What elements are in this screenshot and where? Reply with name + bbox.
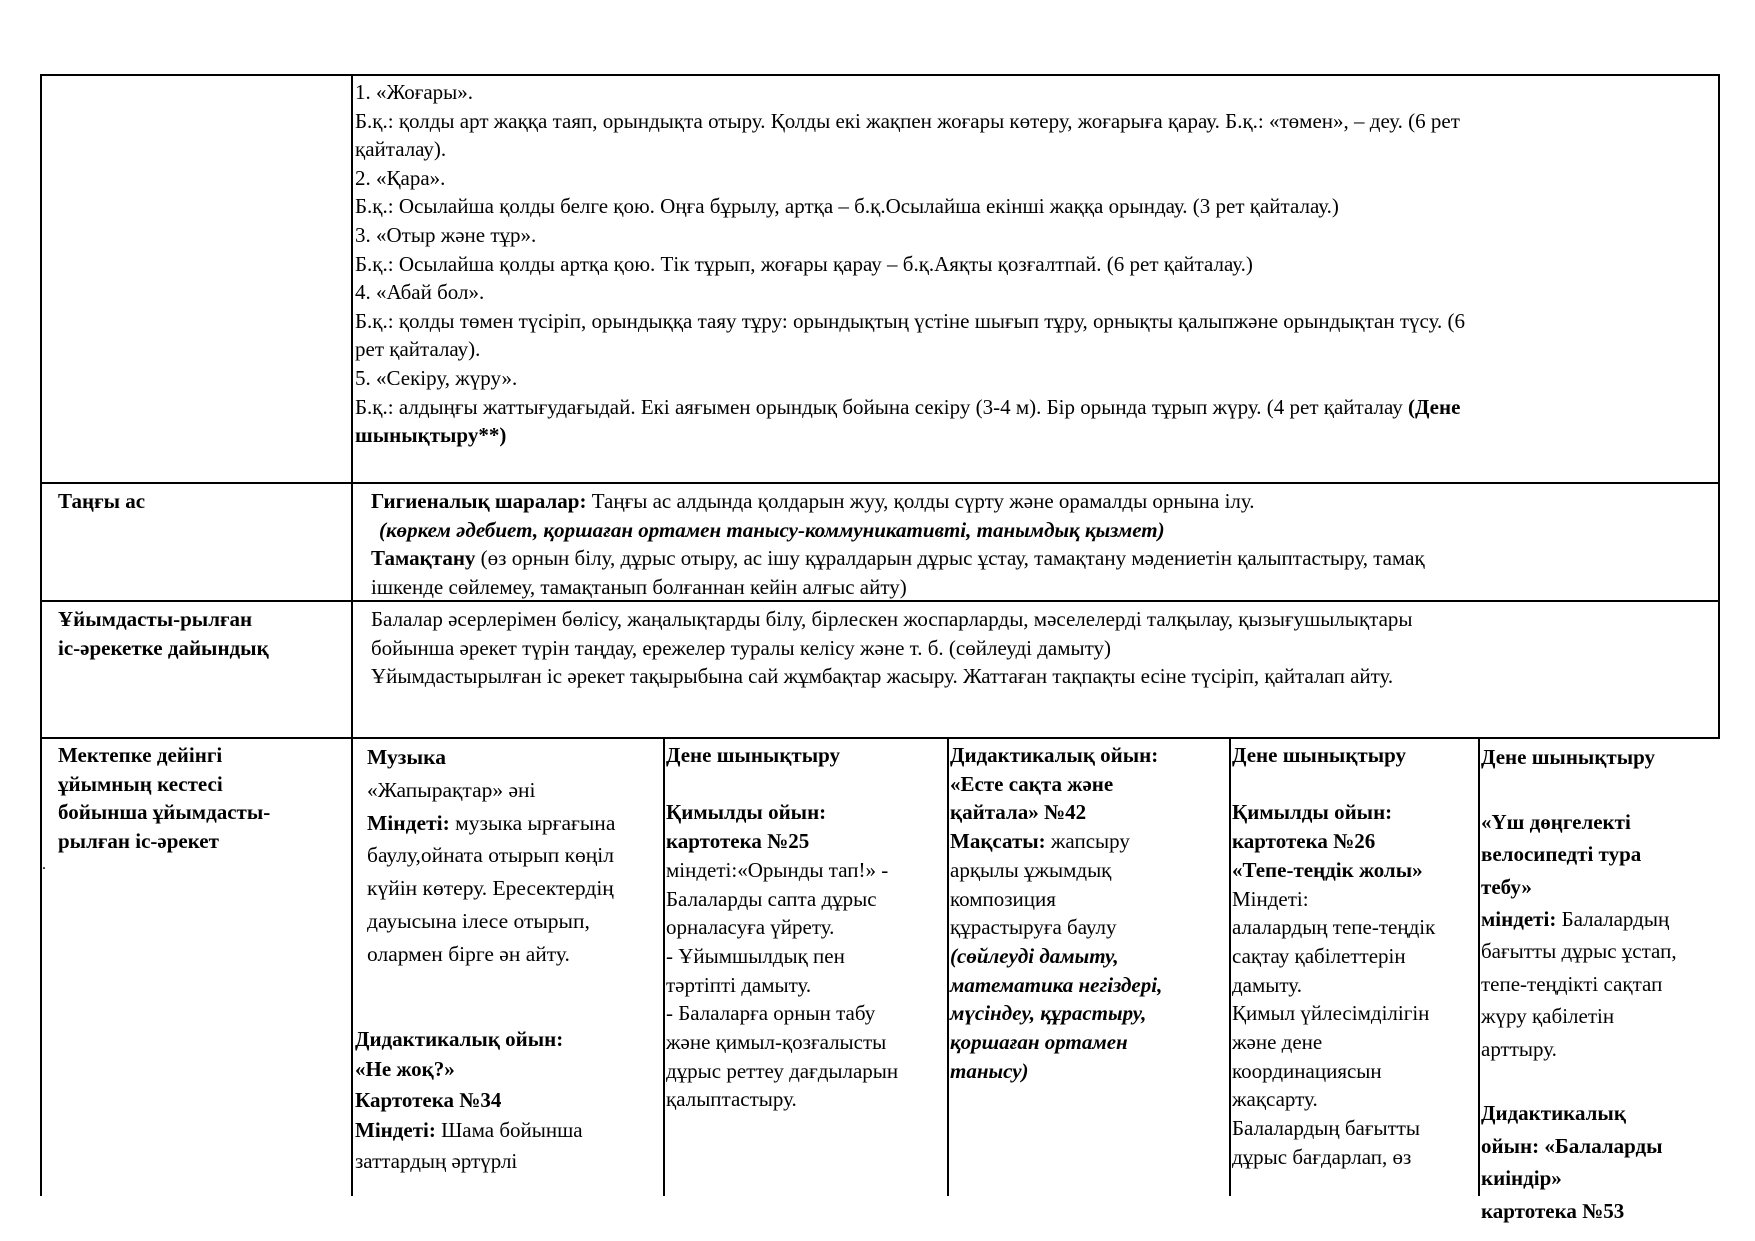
activity-line: арқылы ұжымдық bbox=[950, 857, 1112, 882]
activity-line: Балаларды сапта дұрыс bbox=[666, 886, 877, 911]
card-number: картотека №26 bbox=[1232, 829, 1376, 854]
activity-line: құрастыруға баулу bbox=[950, 915, 1117, 940]
card-number: Картотека №34 bbox=[355, 1087, 502, 1112]
column-divider-5 bbox=[1478, 737, 1480, 1196]
row-divider-1 bbox=[40, 482, 1720, 484]
exercise-line: Б.қ.: Осылайша қолды белге қою. Оңға бұрылу, артқа – б.қ.Осылайша екінші жаққа орындау. (3 рет қайталау.) bbox=[355, 194, 1339, 219]
integration-note: математика негіздері, bbox=[950, 972, 1163, 997]
column-divider-3 bbox=[947, 737, 949, 1196]
game-name: «Үш дөңгелекті bbox=[1481, 809, 1631, 834]
activity-line bbox=[355, 1115, 659, 1145]
game-label: Дидактикалық ойын: bbox=[355, 1027, 564, 1051]
exercise-line: Б.қ.: Осылайша қолды артқа қою. Тік тұрып, жоғары қарау – б.қ.Аяқты қозғалтпай. (6 рет қайталау.) bbox=[355, 251, 1253, 276]
activity-line: тепе-теңдікті сақтап bbox=[1481, 971, 1663, 996]
label-line: рылған іс-әрекет bbox=[58, 828, 219, 853]
game-name: велосипедті тура bbox=[1481, 842, 1642, 867]
activity-line: күйін көтеру. Ересектердің bbox=[367, 876, 614, 901]
task-text: Шама бойынша bbox=[435, 1118, 583, 1143]
activity-title: Дидактикалық ойын: bbox=[950, 743, 1159, 767]
game-label: Қимылды ойын: bbox=[1232, 800, 1393, 825]
exercise-line: 1. «Жоғары». bbox=[355, 80, 474, 104]
exercise-line: Б.қ.: қолды төмен түсіріп, орындыққа таяу тұру: орындықтың үстіне шығып тұру, орнықты қалыпжәне орындықтан түсу. (6 bbox=[355, 308, 1465, 333]
game-name: киіндір» bbox=[1481, 1166, 1562, 1191]
exercise-line: рет қайталау). bbox=[355, 337, 481, 362]
activity-line: алалардың тепе-теңдік bbox=[1232, 915, 1436, 940]
activity-line: және қимыл-қозғалысты bbox=[666, 1030, 887, 1055]
game-label: ойын: «Балаларды bbox=[1481, 1133, 1663, 1158]
activity-line: дауысына ілесе отырып, bbox=[367, 908, 590, 933]
row-divider-3 bbox=[40, 737, 1720, 739]
task-label: Міндеті: bbox=[367, 810, 450, 835]
activity-title: Музыка bbox=[367, 745, 446, 769]
activity-line: баулу,ойната отырып көңіл bbox=[367, 843, 615, 868]
task-text: Балалардың bbox=[1556, 907, 1670, 932]
card-number: картотека №53 bbox=[1481, 1198, 1625, 1223]
activity-line: дұрыс бағдарлап, өз bbox=[1232, 1144, 1412, 1169]
goal-label: Мақсаты: bbox=[950, 829, 1046, 854]
preparation-line: Балалар әсерлерімен бөлісу, жаңалықтарды білу, бірлескен жоспарларды, мәселелерді талқылау, қызығушылықтары bbox=[371, 607, 1413, 631]
activity-line bbox=[355, 807, 659, 840]
activity-line: композиция bbox=[950, 886, 1056, 911]
activity-line: «Жапырақтар» әні bbox=[367, 777, 536, 802]
activity-line: Қимыл үйлесімділігін bbox=[1232, 1001, 1430, 1026]
column-divider-2 bbox=[663, 737, 665, 1196]
game-name: қайтала» №42 bbox=[950, 800, 1087, 825]
label-line: Мектепке дейінгі bbox=[58, 743, 223, 767]
label-line: Ұйымдасты-рылған bbox=[58, 607, 253, 631]
table-border-right bbox=[1718, 74, 1720, 738]
exercise-text: Б.қ.: алдыңғы жаттығудағыдай. Екі аяғымен орындық бойына секіру (3-4 м). Бір орында тұрып жүру. (4 рет қайталау bbox=[355, 394, 1408, 419]
integration-note: (көркем әдебиет, қоршаған ортамен танысу-коммуникативті, танымдық қызмет) bbox=[379, 517, 1165, 542]
integration-note: мүсіндеу, құрастыру, bbox=[950, 1001, 1147, 1026]
activity-line bbox=[1481, 903, 1717, 935]
activity-line: дамыту. bbox=[1232, 972, 1302, 997]
game-name: тебу» bbox=[1481, 874, 1532, 899]
activity-line: - Ұйымшылдық пен bbox=[666, 943, 845, 968]
activity-title: Дене шынықтыру bbox=[1481, 745, 1656, 769]
preparation-line: Ұйымдастырылған іс әрекет тақырыбына сай жұмбақтар жасыру. Жаттаған тақпақты есіне түсіріп, қайталап айту. bbox=[371, 664, 1394, 689]
table-border-top bbox=[40, 74, 1720, 76]
activity-line: олармен бірге ән айту. bbox=[367, 941, 570, 966]
activity-title: Дене шынықтыру bbox=[1232, 743, 1407, 767]
integration-note: қоршаған ортамен bbox=[950, 1030, 1128, 1055]
exercise-line: қайталау). bbox=[355, 137, 447, 162]
card-number: картотека №25 bbox=[666, 829, 810, 854]
integration-note: танысу) bbox=[950, 1058, 1029, 1083]
activity-line: сақтау қабілеттерін bbox=[1232, 943, 1406, 968]
game-name: «Не жоқ?» bbox=[355, 1057, 455, 1082]
preparation-content bbox=[371, 605, 1711, 691]
activity-line: дұрыс реттеу дағдыларын bbox=[666, 1058, 899, 1083]
row-label-preparation bbox=[58, 605, 343, 662]
activity-line bbox=[950, 827, 1226, 856]
game-name: «Тепе-теңдік жолы» bbox=[1232, 857, 1423, 882]
activity-column-physical-3 bbox=[1481, 741, 1717, 1227]
hygiene-text: Таңғы ас алдында қолдарын жуу, қолды сүрту және орамалды орнына ілу. bbox=[586, 489, 1255, 513]
integration-note: (сөйлеуді дамыту, bbox=[950, 943, 1119, 968]
task-label: міндеті: bbox=[1481, 907, 1557, 932]
exercise-list bbox=[355, 78, 1710, 450]
goal-text: жапсыру bbox=[1045, 829, 1130, 854]
activity-column-physical-2 bbox=[1232, 741, 1476, 1172]
column-divider-label bbox=[351, 74, 353, 1196]
activity-column-music-game bbox=[355, 1024, 659, 1176]
label-line: бойынша ұйымдасты- bbox=[58, 800, 271, 825]
exercise-line: 5. «Секіру, жүру». bbox=[355, 365, 518, 390]
exercise-line: 4. «Абай бол». bbox=[355, 280, 485, 305]
activity-column-didactic bbox=[950, 741, 1226, 1085]
eating-line: ішкенде сөйлемеу, тамақтанып болғаннан кейін алғыс айту) bbox=[371, 574, 907, 599]
row-label-breakfast: Таңғы ас bbox=[58, 489, 146, 513]
activity-line: жақсарту. bbox=[1232, 1087, 1318, 1112]
table-border-left bbox=[40, 74, 42, 1196]
activity-line: координациясын bbox=[1232, 1058, 1382, 1083]
task-label: Міндеті: bbox=[1232, 886, 1309, 911]
hygiene-line bbox=[371, 487, 1711, 516]
activity-line: Балалардың бағытты bbox=[1232, 1116, 1421, 1141]
spacer bbox=[1232, 770, 1476, 799]
activity-column-physical-1 bbox=[666, 741, 946, 1114]
row-label-organized-activity bbox=[58, 741, 343, 855]
eating-text: (өз орнын білу, дұрыс отыру, ас ішу құралдарын дұрыс ұстау, тамақтану мәдениетін қалыптастыру, тамақ bbox=[475, 546, 1425, 571]
task-text: музыка ырғағына bbox=[449, 810, 616, 835]
activity-line: орналасуға үйрету. bbox=[666, 915, 835, 940]
activity-line: бағытты дұрыс ұстап, bbox=[1481, 939, 1677, 964]
hygiene-label: Гигиеналық шаралар: bbox=[371, 489, 587, 513]
label-line: іс-әрекетке дайындық bbox=[58, 635, 269, 660]
exercise-line: 3. «Отыр және тұр». bbox=[355, 222, 537, 247]
activity-column-music bbox=[355, 741, 659, 971]
stray-dot: . bbox=[42, 856, 46, 873]
game-label: Дидактикалық bbox=[1481, 1101, 1626, 1126]
exercise-line: 2. «Қара». bbox=[355, 165, 446, 190]
game-name: «Есте сақта және bbox=[950, 771, 1114, 796]
activity-title: Дене шынықтыру bbox=[666, 743, 841, 767]
activity-line: қалыптастыру. bbox=[666, 1087, 797, 1112]
activity-line: міндеті:«Орынды тап!» - bbox=[666, 857, 889, 882]
label-line: ұйымның кестесі bbox=[58, 771, 223, 796]
eating-label: Тамақтану bbox=[371, 546, 476, 571]
task-label: Міндеті: bbox=[355, 1118, 436, 1143]
spacer bbox=[1481, 773, 1717, 805]
spacer bbox=[1481, 1065, 1717, 1097]
eating-line bbox=[371, 544, 1711, 573]
breakfast-content bbox=[371, 487, 1711, 601]
activity-line: және дене bbox=[1232, 1030, 1323, 1055]
activity-line: тәртіпті дамыту. bbox=[666, 972, 812, 997]
activity-line: жүру қабілетін bbox=[1481, 1004, 1615, 1029]
spacer bbox=[666, 770, 946, 799]
subject-tag: шынықтыру**) bbox=[355, 423, 507, 448]
activity-line: - Балаларға орнын табу bbox=[666, 1001, 876, 1026]
column-divider-4 bbox=[1229, 737, 1231, 1196]
activity-line: арттыру. bbox=[1481, 1036, 1557, 1061]
preparation-line: бойынша әрекет түрін таңдау, ережелер туралы келісу және т. б. (сөйлеуді дамыту) bbox=[371, 635, 1112, 660]
activity-line: заттардың әртүрлі bbox=[355, 1148, 518, 1173]
exercise-line bbox=[355, 393, 1710, 422]
game-label: Қимылды ойын: bbox=[666, 800, 827, 825]
subject-tag: (Дене bbox=[1407, 394, 1461, 419]
exercise-line: Б.қ.: қолды арт жаққа таяп, орындықта отыру. Қолды екі жақпен жоғары көтеру, жоғарыға қарау. Б.қ.: «төмен», – деу. (6 рет bbox=[355, 108, 1460, 133]
